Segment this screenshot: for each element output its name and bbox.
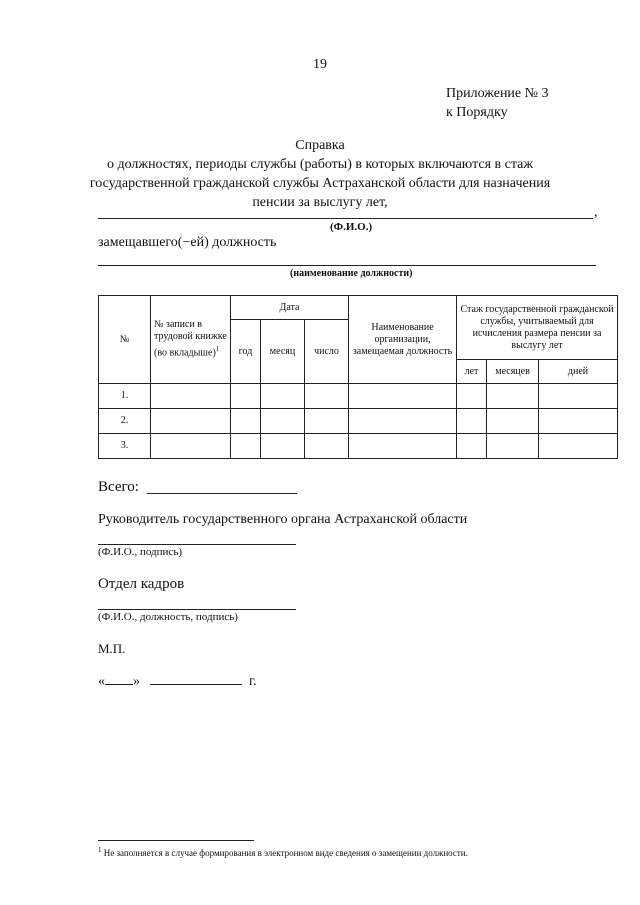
header-record bbox=[151, 296, 231, 384]
service-table bbox=[98, 295, 618, 459]
header-service-length: Стаж государственной гражданской службы, учитываемый для исчисления размера пенсии за выслугу лет bbox=[457, 296, 618, 360]
total-label: Всего: bbox=[98, 479, 139, 495]
total-line bbox=[147, 493, 297, 494]
fio-caption: (Ф.И.О.) bbox=[330, 221, 373, 233]
footnote-number: 1 bbox=[98, 846, 102, 854]
appendix-line-1: Приложение № 3 bbox=[446, 86, 549, 101]
table-row bbox=[99, 384, 618, 409]
head-sign-line bbox=[98, 544, 296, 545]
day-blank bbox=[105, 674, 133, 685]
row-number: 2. bbox=[99, 409, 151, 434]
fio-comma: , bbox=[594, 205, 598, 220]
header-record-text: № записи в трудовой книжке (во вкладыше) bbox=[154, 319, 227, 359]
footnote-text: Не заполняется в случае формирования в электронном виде сведения о замещении должности. bbox=[103, 848, 468, 858]
month-year-blank bbox=[150, 674, 242, 685]
appendix-reference bbox=[446, 84, 549, 122]
table-row bbox=[99, 409, 618, 434]
footnote bbox=[98, 846, 618, 858]
position-caption: (наименование должности) bbox=[290, 268, 413, 279]
header-organization: Наименование организации, замещаемая должность bbox=[349, 296, 457, 384]
position-line bbox=[98, 265, 596, 266]
hr-sign-caption: (Ф.И.О., должность, подпись) bbox=[98, 611, 238, 623]
stamp-label: М.П. bbox=[98, 641, 126, 656]
footnote-marker: 1 bbox=[215, 345, 220, 354]
title-line-2: государственной гражданской службы Астраханской области для назначения bbox=[89, 176, 551, 191]
hr-label: Отдел кадров bbox=[98, 576, 185, 592]
header-years: лет bbox=[457, 360, 487, 384]
row-number: 1. bbox=[99, 384, 151, 409]
title-line-1: о должностях, периоды службы (работы) в которых включаются в стаж bbox=[106, 157, 534, 172]
date-field bbox=[98, 674, 257, 690]
year-suffix: г. bbox=[249, 674, 257, 689]
appendix-line-2: к Порядку bbox=[446, 105, 508, 120]
head-label: Руководитель государственного органа Астраханской области bbox=[98, 512, 468, 527]
table-row bbox=[99, 434, 618, 459]
header-days: дней bbox=[539, 360, 618, 384]
title-heading: Справка bbox=[295, 138, 345, 153]
footnote-separator bbox=[98, 840, 254, 841]
header-date: Дата bbox=[231, 296, 349, 320]
header-day: число bbox=[305, 320, 349, 384]
fio-line bbox=[98, 218, 593, 219]
header-number: № bbox=[99, 296, 151, 384]
date-close-quote: » bbox=[133, 674, 140, 689]
page-number: 19 bbox=[313, 57, 327, 72]
date-open-quote: « bbox=[98, 674, 105, 689]
deputy-label: замещавшего(−ей) должность bbox=[98, 235, 277, 250]
document-title bbox=[80, 136, 560, 212]
header-months: месяцев bbox=[487, 360, 539, 384]
hr-sign-line bbox=[98, 609, 296, 610]
row-number: 3. bbox=[99, 434, 151, 459]
title-line-3: пенсии за выслугу лет, bbox=[252, 195, 388, 210]
header-year: год bbox=[231, 320, 261, 384]
header-month: месяц bbox=[261, 320, 305, 384]
head-sign-caption: (Ф.И.О., подпись) bbox=[98, 546, 182, 558]
